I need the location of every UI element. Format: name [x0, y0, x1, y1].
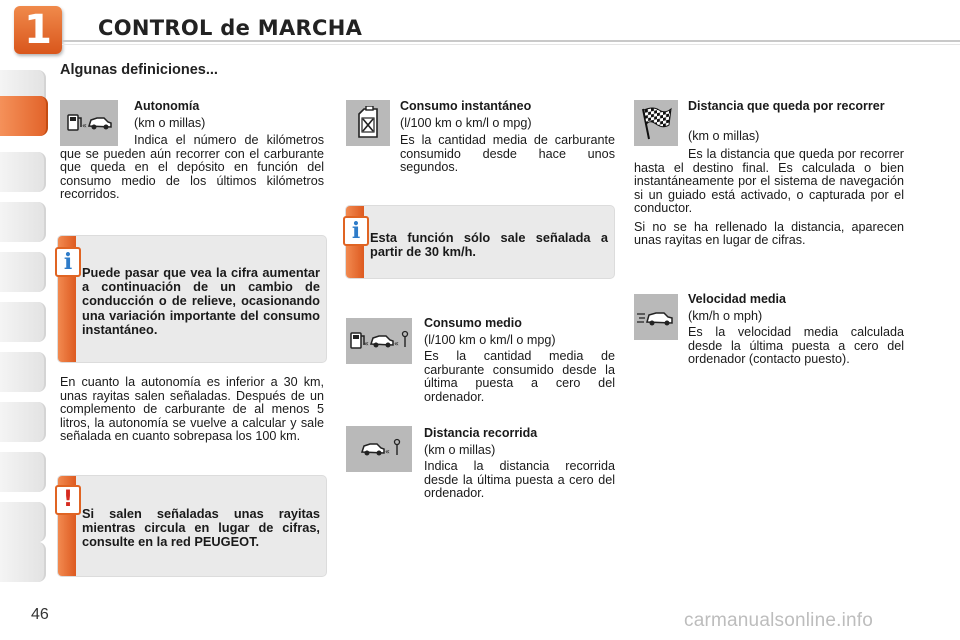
warning-note-text: Si salen señaladas unas rayitas mientras circula en lugar de cifras, consulte en la red PEUGEOT. — [82, 506, 320, 550]
chapter-tab[interactable] — [0, 302, 46, 342]
chapter-title: CONTROL de MARCHA — [98, 16, 363, 40]
info-note-autonomia-text: Puede pasar que vea la cifra aumentar a continuación de un cambio de conducción o de relieve, ocasionando una variación importante del consumo instantáneo. — [82, 265, 320, 337]
page-number: 46 — [31, 606, 49, 623]
autonomia-title: Autonomía — [134, 99, 200, 113]
section-title: Algunas definiciones... — [60, 62, 218, 78]
chapter-tab-strip — [0, 62, 46, 582]
fuel-pump-car-pin-icon — [346, 318, 412, 364]
info-icon: i — [55, 247, 81, 277]
chapter-tab[interactable] — [0, 152, 46, 192]
distancia-queda-text-1: Es la distancia que queda por recorrer hasta el destino final. Es calculada o bien instantáneamente por el sistema de navegación si un guiado está activado, o capturada por el conductor. — [634, 147, 904, 215]
consumo-medio-title: Consumo medio — [424, 316, 522, 330]
info-note-autonomia — [58, 236, 326, 362]
info-note-funcion — [346, 206, 614, 278]
consumo-instantaneo-title: Consumo instantáneo — [400, 99, 532, 113]
svg-text:«: « — [394, 339, 399, 348]
info-icon: i — [343, 216, 369, 246]
velocidad-media-description: Es la velocidad media calculada desde la última puesta a cero del ordenador (contacto puesto). — [688, 325, 904, 366]
distancia-queda-description — [634, 148, 904, 253]
warning-note — [58, 476, 326, 576]
watermark: carmanualsonline.info — [684, 610, 874, 631]
chapter-number-badge: 1 — [14, 6, 62, 54]
svg-text:«: « — [385, 447, 390, 456]
distancia-recorrida-description: Indica la distancia recorrida desde la última puesta a cero del ordenador. — [424, 459, 615, 500]
car-speed-icon — [634, 294, 678, 340]
car-pin-icon — [346, 426, 412, 472]
chapter-tab[interactable] — [0, 202, 46, 242]
distancia-queda-unit: (km o millas) — [688, 129, 760, 143]
chapter-tab[interactable] — [0, 542, 46, 582]
distancia-recorrida-title: Distancia recorrida — [424, 426, 538, 440]
warning-icon: ! — [55, 485, 81, 515]
consumo-instantaneo-description: Es la cantidad media de carburante consumido desde hace unos segundos. — [400, 133, 615, 174]
chapter-tab[interactable] — [0, 252, 46, 292]
distancia-recorrida-unit: (km o millas) — [424, 443, 496, 457]
chapter-tab[interactable] — [0, 452, 46, 492]
autonomia-low-paragraph: En cuanto la autonomía es inferior a 30 km, unas rayitas salen señaladas. Después de un complemento de carburante de al menos 5 litros, la autonomía se vuelve a calcular y sale señalada en cuanto sobrepasa los 100 km. — [60, 375, 324, 443]
consumo-medio-unit: (l/100 km o km/l o mpg) — [424, 333, 556, 347]
header-rule-secondary — [62, 44, 960, 45]
chapter-tab-active[interactable] — [0, 96, 48, 136]
distancia-queda-title: Distancia que queda por recorrer — [688, 99, 885, 113]
checkered-flag-icon — [634, 100, 678, 146]
svg-text:«: « — [364, 339, 369, 348]
fuel-can-icon — [346, 100, 390, 146]
autonomia-description: Indica el número de kilómetros que se pueden aún recorrer con el carburante que queda en el depósito en función del consumo medio de los últimos kilómetros recorridos. — [60, 133, 324, 201]
header-rule — [62, 40, 960, 42]
svg-text:«: « — [82, 121, 87, 130]
chapter-tab[interactable] — [0, 352, 46, 392]
autonomia-unit: (km o millas) — [134, 116, 206, 130]
consumo-medio-description: Es la cantidad media de carburante consumido desde la última puesta a cero del ordenador. — [424, 349, 615, 404]
velocidad-media-title: Velocidad media — [688, 292, 786, 306]
chapter-tab[interactable] — [0, 502, 46, 542]
page-header — [0, 0, 960, 58]
distancia-queda-text-2: Si no se ha rellenado la distancia, aparecen unas rayitas en lugar de cifras. — [634, 219, 904, 247]
chapter-tab[interactable] — [0, 402, 46, 442]
info-note-funcion-text: Esta función sólo sale señalada a partir de 30 km/h. — [370, 230, 608, 260]
velocidad-media-unit: (km/h o mph) — [688, 309, 763, 323]
consumo-instantaneo-unit: (l/100 km o km/l o mpg) — [400, 116, 532, 130]
